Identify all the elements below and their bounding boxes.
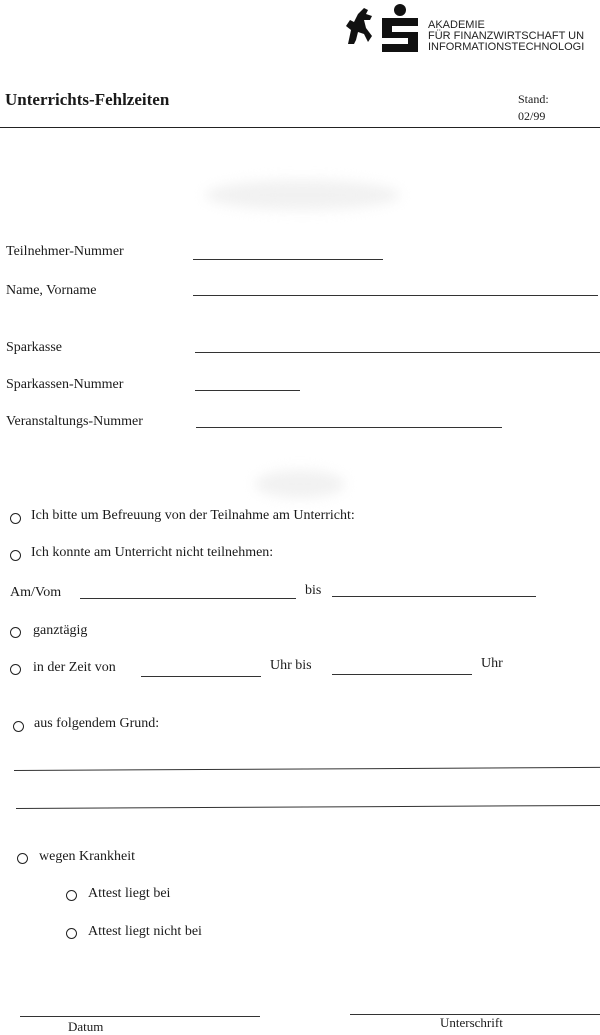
grund-field-2[interactable] bbox=[16, 805, 600, 809]
sparkassen-nummer-label: Sparkassen-Nummer bbox=[6, 377, 124, 392]
teilnehmer-nummer-label: Teilnehmer-Nummer bbox=[6, 244, 124, 259]
veranstaltungs-nummer-label: Veranstaltungs-Nummer bbox=[6, 414, 143, 429]
krankheit-label: wegen Krankheit bbox=[39, 849, 136, 864]
am-vom-label: Am/Vom bbox=[10, 585, 62, 600]
unterschrift-label: Unterschrift bbox=[440, 1015, 503, 1030]
zeit-von-field[interactable] bbox=[141, 676, 261, 677]
logo-line-2: FÜR FINANZWIRTSCHAFT UN bbox=[428, 30, 585, 42]
stand-label: Stand: bbox=[518, 92, 549, 106]
attest-bei-radio[interactable] bbox=[66, 890, 77, 901]
attest-nicht-bei-radio[interactable] bbox=[66, 928, 77, 939]
scan-smudge bbox=[205, 180, 400, 210]
title-divider bbox=[0, 127, 600, 128]
page-title: Unterrichts-Fehlzeiten bbox=[5, 90, 170, 109]
name-vorname-label: Name, Vorname bbox=[6, 283, 97, 298]
logo-line-1: AKADEMIE bbox=[428, 19, 485, 31]
zeitraum-radio[interactable] bbox=[10, 664, 21, 675]
nicht-teilnehmen-radio[interactable] bbox=[10, 550, 21, 561]
sparkasse-label: Sparkasse bbox=[6, 340, 62, 355]
bis-field[interactable] bbox=[332, 596, 536, 597]
uhr-bis-label: Uhr bis bbox=[270, 658, 312, 673]
attest-nicht-bei-label: Attest liegt nicht bei bbox=[88, 924, 202, 939]
teilnehmer-nummer-field[interactable] bbox=[193, 259, 383, 260]
logo-text bbox=[428, 20, 584, 53]
grund-radio[interactable] bbox=[13, 721, 24, 732]
name-vorname-field[interactable] bbox=[193, 295, 598, 296]
krankheit-radio[interactable] bbox=[17, 853, 28, 864]
zeit-von-label: in der Zeit von bbox=[33, 660, 116, 675]
datum-label: Datum bbox=[68, 1019, 104, 1034]
sparkasse-s-icon bbox=[378, 4, 422, 56]
am-vom-field[interactable] bbox=[80, 598, 296, 599]
sparkasse-field[interactable] bbox=[195, 352, 600, 353]
stand-value: 02/99 bbox=[518, 109, 546, 123]
scan-smudge bbox=[255, 470, 345, 498]
grund-field-1[interactable] bbox=[14, 767, 600, 771]
bis-label: bis bbox=[305, 583, 322, 598]
grund-label: aus folgendem Grund: bbox=[34, 716, 160, 731]
zeit-bis-field[interactable] bbox=[332, 674, 472, 675]
befreiung-radio[interactable] bbox=[10, 513, 21, 524]
ganztaegig-radio[interactable] bbox=[10, 627, 21, 638]
befreiung-label: Ich bitte um Befreuung von der Teilnahme am Unterricht: bbox=[31, 508, 355, 523]
datum-line[interactable] bbox=[20, 1016, 260, 1017]
logo-line-3: INFORMATIONSTECHNOLOGI bbox=[428, 41, 585, 53]
logo bbox=[340, 4, 600, 60]
attest-bei-label: Attest liegt bei bbox=[88, 886, 171, 901]
uhr-label: Uhr bbox=[481, 656, 503, 671]
horse-icon bbox=[342, 6, 378, 46]
ganztaegig-label: ganztägig bbox=[33, 623, 88, 638]
nicht-teilnehmen-label: Ich konnte am Unterricht nicht teilnehmen: bbox=[31, 545, 274, 560]
sparkassen-nummer-field[interactable] bbox=[195, 390, 300, 391]
veranstaltungs-nummer-field[interactable] bbox=[196, 427, 502, 428]
